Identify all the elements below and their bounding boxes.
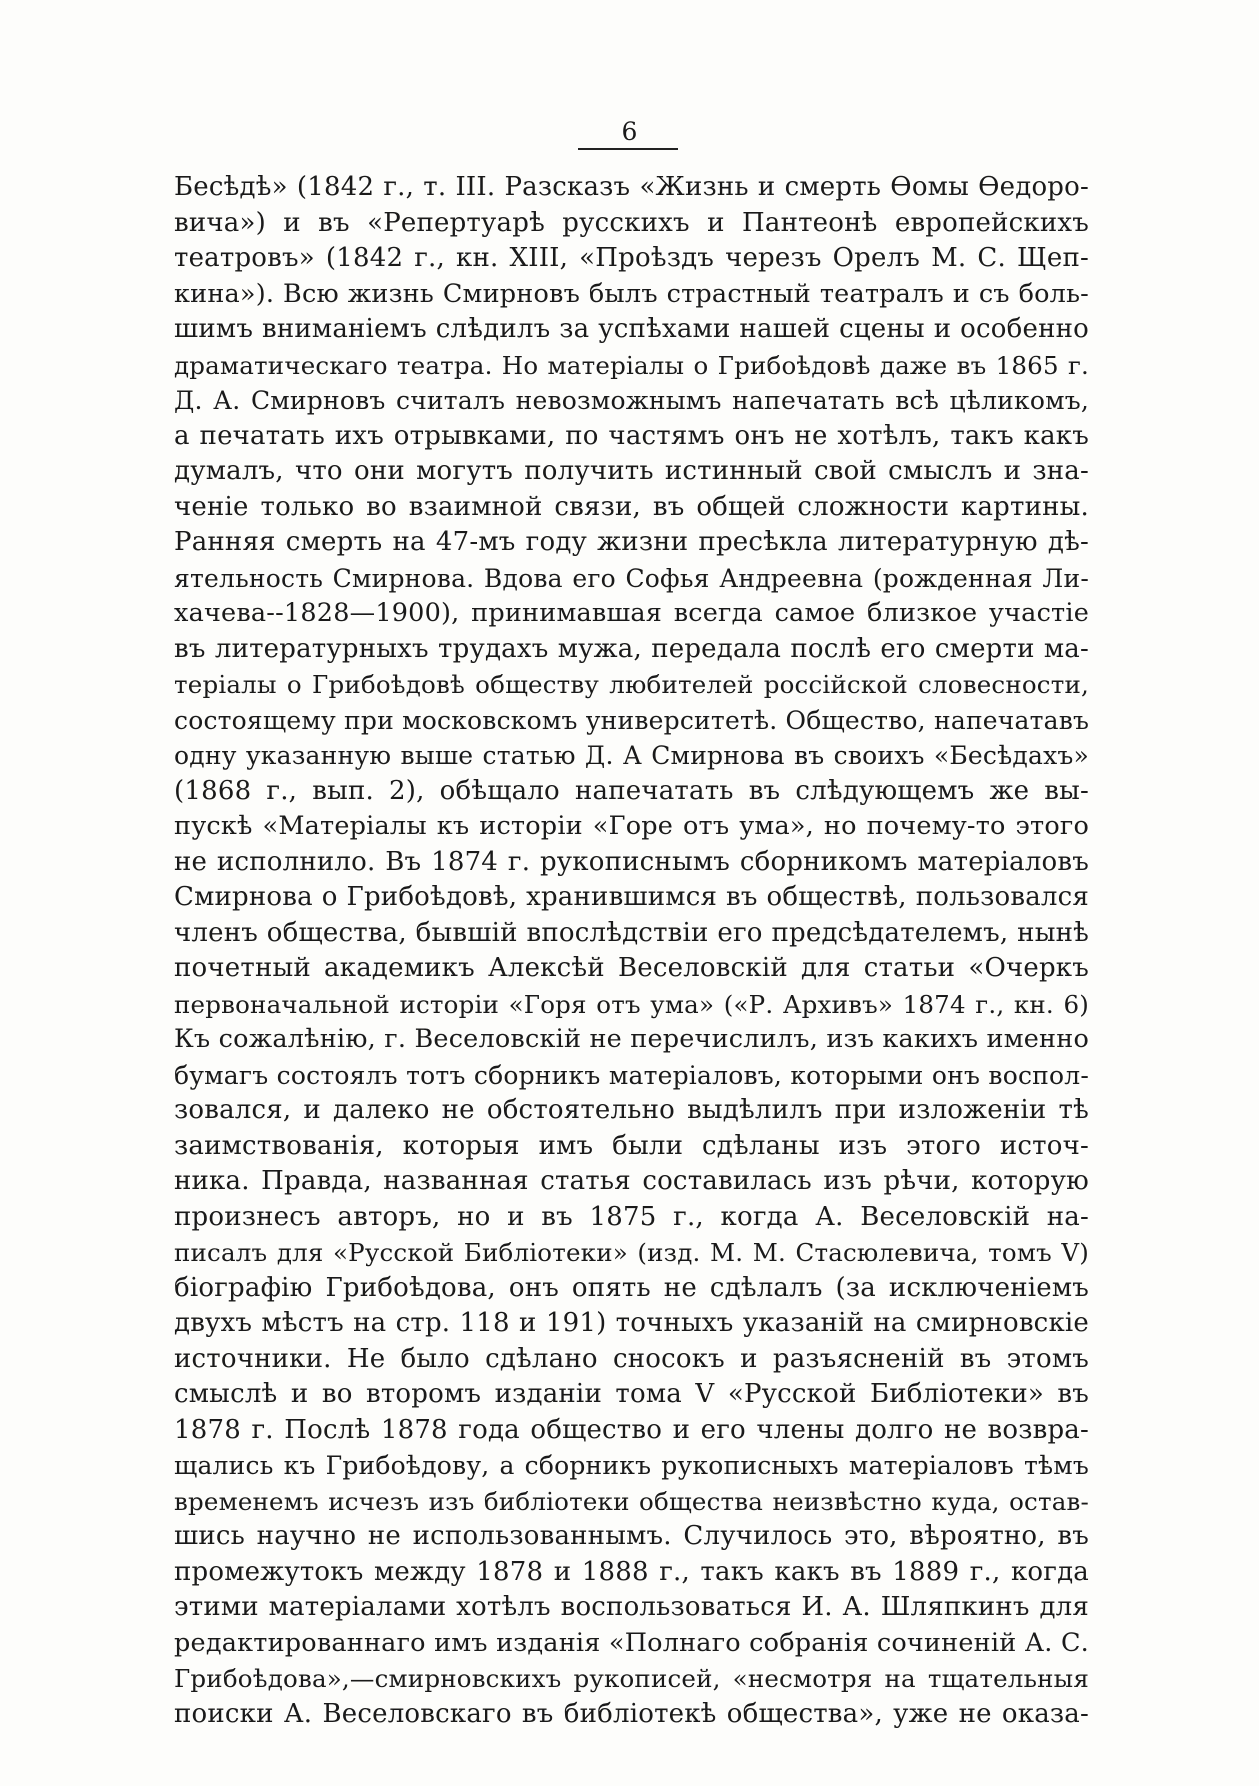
text-line: теріалы о Грибоѣдовѣ обществу любителей россійской словесности, [174,670,1089,699]
body-text [174,170,1089,1732]
text-line: ника. Правда, названная статья составилась изъ рѣчи, которую [174,1166,1089,1196]
text-line: одну указанную выше статью Д. А Смирнова въ своихъ «Бесѣдахъ» [174,741,1089,770]
text-line: ятельность Смирнова. Вдова его Софья Андреевна (рожденная Ли- [174,563,1089,593]
text-line: Смирнова о Грибоѣдовѣ, хранившимся въ обществѣ, пользовался [174,882,1089,912]
text-line: промежутокъ между 1878 и 1888 г., такъ какъ въ 1889 г., когда [174,1556,1089,1587]
text-line: щались къ Грибоѣдову, а сборникъ рукописныхъ матеріаловъ тѣмъ [174,1451,1089,1480]
text-line: источники. Не было сдѣлано сносокъ и разъясненій въ этомъ [174,1343,1089,1374]
text-line: біографію Грибоѣдова, онъ опять не сдѣлалъ (за исключеніемъ [174,1272,1089,1303]
text-line: Къ сожалѣнію, г. Веселовскій не перечислилъ, изъ какихъ именно [174,1024,1089,1054]
text-line: пускѣ «Матеріалы къ исторіи «Горе отъ ума», но почему-то этого [174,811,1089,841]
text-line: думалъ, что они могутъ получить истинный свой смыслъ и зна- [174,456,1089,486]
text-line: Бесѣдѣ» (1842 г., т. III. Разсказъ «Жизнь и смерть Ѳомы Ѳедоро- [174,172,1089,202]
text-line: заимствованія, которыя имъ были сдѣланы изъ этого источ- [174,1130,1089,1161]
text-line: временемъ исчезъ изъ библіотеки общества неизвѣстно куда, остав- [174,1486,1089,1516]
text-line: театровъ» (1842 г., кн. XIII, «Проѣздъ черезъ Орелъ М. С. Щеп- [174,243,1089,273]
text-line: не исполнило. Въ 1874 г. рукописнымъ сборникомъ матеріаловъ [174,846,1089,877]
text-line: (1868 г., вып. 2), обѣщало напечатать въ слѣдующемъ же вы- [174,775,1089,806]
text-line: редактированнаго имъ изданія «Полнаго собранія сочиненій А. С. [174,1627,1089,1658]
text-line: Ранняя смерть на 47-мъ году жизни пресѣкла литературную дѣ- [174,527,1089,557]
text-line: хачева--1828—1900), принимавшая всегда самое близкое участіе [174,598,1089,628]
text-line: зовался, и далеко не обстоятельно выдѣлилъ при изложеніи тѣ [174,1095,1089,1125]
text-line: Д. А. Смирновъ считалъ невозможнымъ напечатать всѣ цѣликомъ, [174,386,1089,415]
text-line: поиски А. Веселовскаго въ библіотекѣ общества», уже не оказа- [174,1698,1089,1729]
text-line: этими матеріалами хотѣлъ воспользоваться И. А. Шляпкинъ для [174,1592,1089,1622]
text-line: а печатать ихъ отрывками, по частямъ онъ не хотѣлъ, такъ какъ [174,420,1089,451]
text-line: 1878 г. Послѣ 1878 года общество и его члены долго не возвра- [174,1414,1089,1445]
text-line: драматическаго театра. Но матеріалы о Грибоѣдовѣ даже въ 1865 г. [174,350,1089,380]
text-line: двухъ мѣстъ на стр. 118 и 191) точныхъ указаній на смирновскіе [174,1308,1089,1338]
text-line: шимъ вниманіемъ слѣдилъ за успѣхами нашей сцены и особенно [174,314,1089,344]
page-number: 6 [621,117,638,146]
text-line: членъ общества, бывшій впослѣдствіи его предсѣдателемъ, нынѣ [174,917,1089,948]
text-line: шись научно не использованнымъ. Случилось это, вѣроятно, въ [174,1521,1089,1551]
text-line: смыслѣ и во второмъ изданіи тома V «Русской Библіотеки» въ [174,1379,1089,1409]
text-line: въ литературныхъ трудахъ мужа, передала послѣ его смерти ма- [174,633,1089,664]
page-number-rule [578,148,678,150]
text-line: состоящему при московскомъ университетѣ. Общество, напечатавъ [174,705,1090,735]
text-line: писалъ для «Русской Библіотеки» (изд. М. М. Стасюлевича, томъ V) [174,1238,1089,1267]
text-line: почетный академикъ Алексѣй Веселовскій для статьи «Очеркъ [174,953,1089,983]
text-line: кина»). Всю жизнь Смирновъ былъ страстный театралъ и съ боль- [174,278,1089,309]
text-line: бумагъ состоялъ тотъ сборникъ матеріаловъ, которыми онъ воспол- [174,1060,1089,1090]
text-line: первоначальной исторіи «Горя отъ ума» («Р. Архивъ» 1874 г., кн. 6) [174,989,1089,1019]
text-line: произнесъ авторъ, но и въ 1875 г., когда А. Веселовскій на- [174,1201,1089,1232]
text-line: ченіе только во взаимной связи, въ общей сложности картины. [174,491,1089,522]
page-number-container [0,118,1259,146]
text-line: вича») и въ «Репертуарѣ русскихъ и Пантеонѣ европейскихъ [174,207,1089,238]
text-line: Грибоѣдова»,—смирновскихъ рукописей, «несмотря на тщательныя [174,1664,1089,1693]
